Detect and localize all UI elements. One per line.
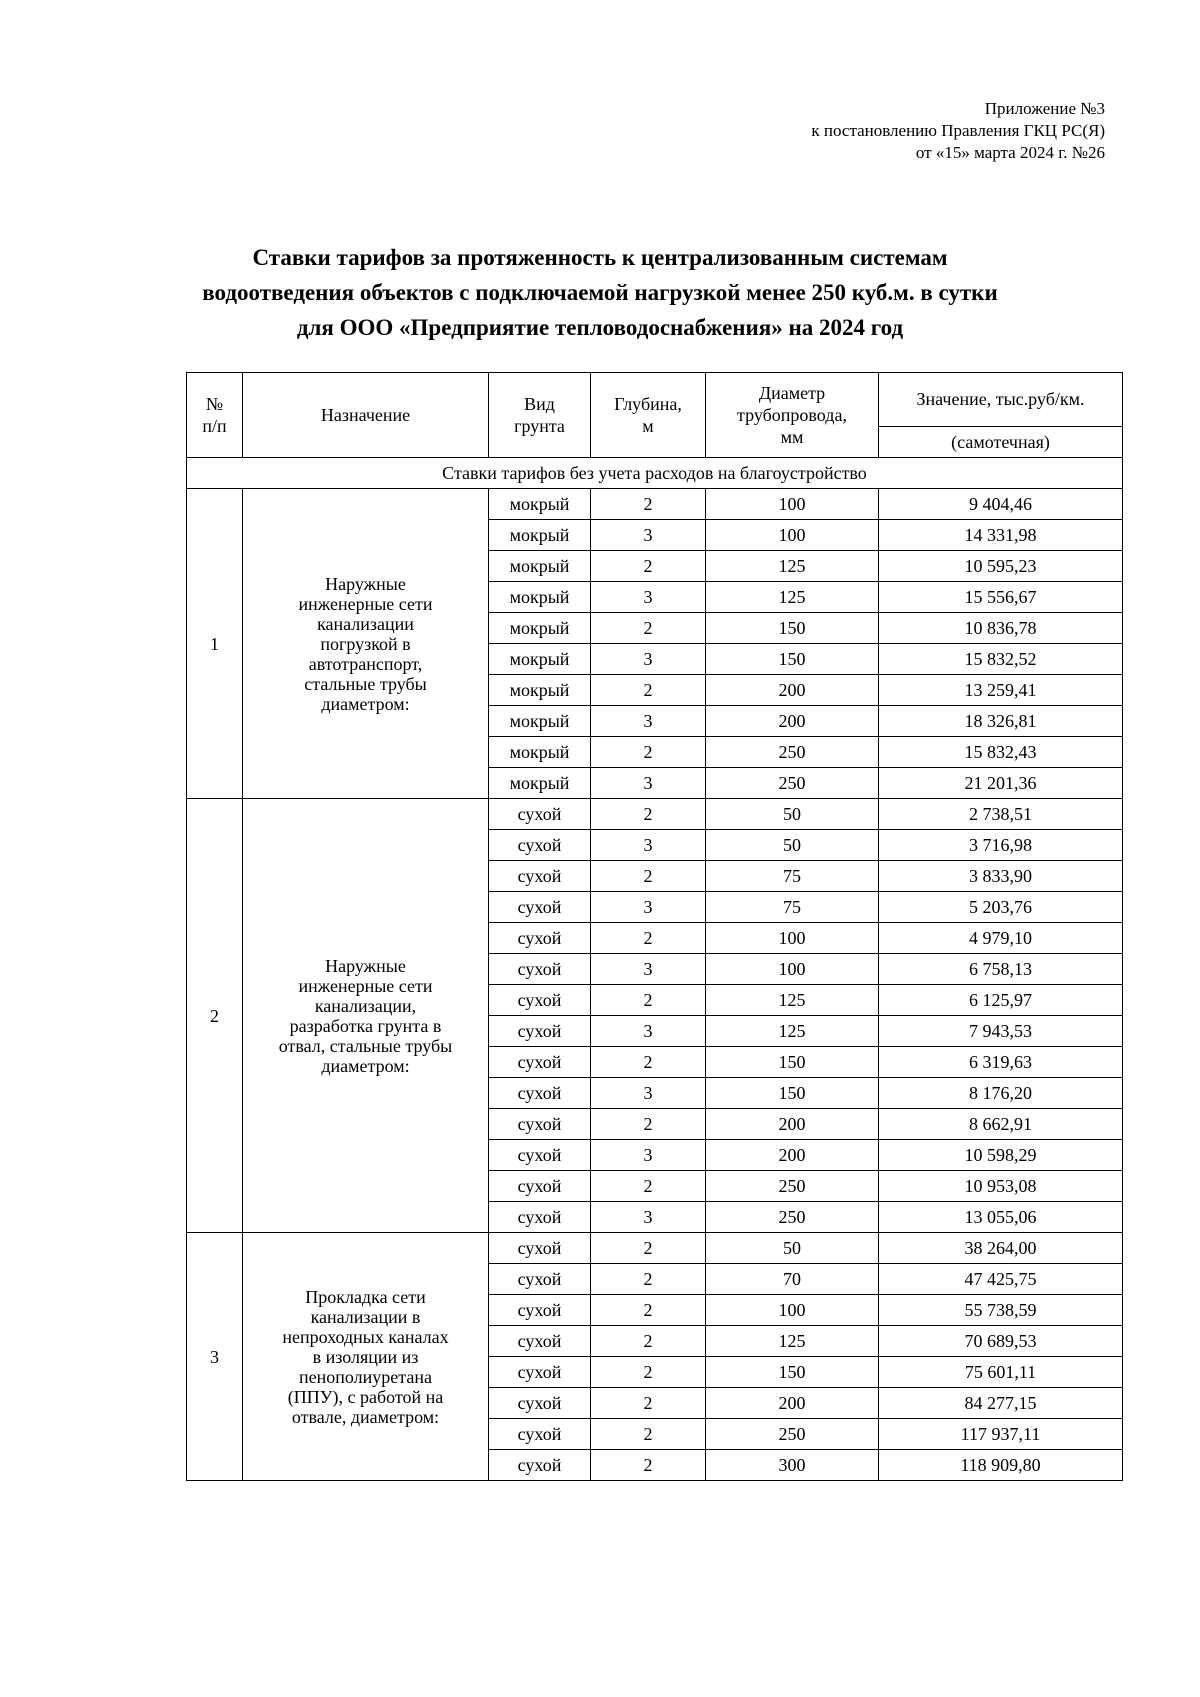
item-description-line: канализации, — [314, 995, 417, 1016]
cell-depth: 3 — [591, 1016, 706, 1047]
cell-value: 18 326,81 — [879, 706, 1123, 737]
cell-diameter: 150 — [706, 613, 879, 644]
cell-value: 15 556,67 — [879, 582, 1123, 613]
item-description-line: инженерные сети — [298, 975, 433, 996]
cell-diameter: 100 — [706, 489, 879, 520]
title-line: водоотведения объектов с подключаемой нагрузкой менее 250 куб.м. в сутки — [202, 280, 998, 305]
cell-value: 8 176,20 — [879, 1078, 1123, 1109]
cell-soil: мокрый — [489, 706, 591, 737]
cell-value: 9 404,46 — [879, 489, 1123, 520]
cell-value: 3 716,98 — [879, 830, 1123, 861]
cell-depth: 2 — [591, 985, 706, 1016]
cell-value: 10 595,23 — [879, 551, 1123, 582]
appendix-number: Приложение №3 — [984, 99, 1105, 118]
cell-value: 15 832,43 — [879, 737, 1123, 768]
cell-diameter: 100 — [706, 954, 879, 985]
cell-depth: 3 — [591, 830, 706, 861]
section-caption: Ставки тарифов без учета расходов на благоустройство — [187, 458, 1123, 489]
cell-value: 15 832,52 — [879, 644, 1123, 675]
cell-soil: сухой — [489, 1016, 591, 1047]
cell-diameter: 100 — [706, 923, 879, 954]
cell-diameter: 50 — [706, 830, 879, 861]
cell-soil: мокрый — [489, 644, 591, 675]
cell-soil: мокрый — [489, 551, 591, 582]
cell-diameter: 100 — [706, 1295, 879, 1326]
title-line: для ООО «Предприятие тепловодоснабжения» на 2024 год — [296, 315, 904, 340]
cell-value: 38 264,00 — [879, 1233, 1123, 1264]
title-line: Ставки тарифов за протяженность к централизованным системам — [252, 245, 948, 270]
cell-soil: сухой — [489, 954, 591, 985]
cell-diameter: 150 — [706, 1357, 879, 1388]
cell-value: 14 331,98 — [879, 520, 1123, 551]
cell-diameter: 100 — [706, 520, 879, 551]
item-description-line: Прокладка сети — [305, 1286, 426, 1307]
cell-soil: сухой — [489, 923, 591, 954]
cell-soil: сухой — [489, 861, 591, 892]
cell-soil: сухой — [489, 1388, 591, 1419]
cell-value: 117 937,11 — [879, 1419, 1123, 1450]
item-description-line: отвале, диаметром: — [291, 1406, 440, 1427]
cell-value: 70 689,53 — [879, 1326, 1123, 1357]
cell-value: 10 836,78 — [879, 613, 1123, 644]
cell-diameter: 250 — [706, 1419, 879, 1450]
cell-diameter: 250 — [706, 768, 879, 799]
item-description — [243, 1233, 489, 1481]
table-row — [187, 489, 1123, 520]
cell-value: 75 601,11 — [879, 1357, 1123, 1388]
cell-diameter: 125 — [706, 1326, 879, 1357]
item-description — [243, 799, 489, 1233]
cell-diameter: 200 — [706, 1109, 879, 1140]
cell-diameter: 150 — [706, 1078, 879, 1109]
header-diameter-line: Диаметр — [758, 383, 826, 403]
cell-diameter: 300 — [706, 1450, 879, 1481]
appendix-resolution: к постановлению Правления ГКЦ РС(Я) — [811, 121, 1105, 140]
cell-depth: 2 — [591, 799, 706, 830]
cell-diameter: 75 — [706, 892, 879, 923]
cell-soil: сухой — [489, 799, 591, 830]
cell-depth: 3 — [591, 520, 706, 551]
cell-soil: сухой — [489, 1326, 591, 1357]
cell-depth: 2 — [591, 551, 706, 582]
cell-depth: 3 — [591, 892, 706, 923]
cell-depth: 2 — [591, 675, 706, 706]
header-diameter — [706, 373, 879, 458]
item-description-line: автотранспорт, — [308, 653, 423, 674]
item-description-line: диаметром: — [321, 693, 410, 714]
cell-value: 55 738,59 — [879, 1295, 1123, 1326]
appendix-date: от «15» марта 2024 г. №26 — [915, 143, 1105, 162]
cell-depth: 2 — [591, 1233, 706, 1264]
item-number: 3 — [187, 1233, 243, 1481]
item-description-line: диаметром: — [321, 1055, 410, 1076]
cell-depth: 3 — [591, 768, 706, 799]
cell-soil: сухой — [489, 1295, 591, 1326]
item-description-line: инженерные сети — [298, 593, 433, 614]
cell-value: 2 738,51 — [879, 799, 1123, 830]
item-description-line: в изоляции из — [312, 1346, 419, 1367]
cell-depth: 2 — [591, 1357, 706, 1388]
table-row — [187, 799, 1123, 830]
cell-depth: 2 — [591, 1264, 706, 1295]
cell-depth: 2 — [591, 1047, 706, 1078]
cell-diameter: 75 — [706, 861, 879, 892]
item-description-line: отвал, стальные трубы — [278, 1035, 453, 1056]
cell-depth: 2 — [591, 1419, 706, 1450]
cell-soil: мокрый — [489, 675, 591, 706]
header-purpose: Назначение — [243, 373, 489, 458]
cell-diameter: 125 — [706, 551, 879, 582]
cell-diameter: 125 — [706, 1016, 879, 1047]
cell-value: 6 319,63 — [879, 1047, 1123, 1078]
cell-diameter: 150 — [706, 1047, 879, 1078]
cell-depth: 2 — [591, 1171, 706, 1202]
cell-diameter: 250 — [706, 1202, 879, 1233]
cell-soil: мокрый — [489, 737, 591, 768]
appendix-note — [811, 98, 1105, 164]
cell-soil: сухой — [489, 1357, 591, 1388]
cell-depth: 2 — [591, 1326, 706, 1357]
cell-diameter: 250 — [706, 1171, 879, 1202]
cell-soil: сухой — [489, 1109, 591, 1140]
cell-value: 10 598,29 — [879, 1140, 1123, 1171]
cell-value: 6 758,13 — [879, 954, 1123, 985]
header-soil — [489, 373, 591, 458]
cell-soil: сухой — [489, 1419, 591, 1450]
item-description-line: пенополиуретана — [299, 1366, 432, 1387]
cell-diameter: 250 — [706, 737, 879, 768]
cell-value: 13 055,06 — [879, 1202, 1123, 1233]
cell-soil: сухой — [489, 1202, 591, 1233]
cell-soil: сухой — [489, 1047, 591, 1078]
header-value: Значение, тыс.руб/км. — [879, 373, 1123, 427]
cell-diameter: 200 — [706, 706, 879, 737]
cell-soil: мокрый — [489, 520, 591, 551]
item-description-line: Наружные — [325, 573, 406, 594]
tariff-body — [187, 458, 1123, 1481]
cell-diameter: 125 — [706, 985, 879, 1016]
table-row — [187, 1233, 1123, 1264]
item-description-line: канализации — [317, 613, 414, 634]
item-description-line: погрузкой в — [320, 633, 411, 654]
header-depth — [591, 373, 706, 458]
cell-depth: 2 — [591, 1388, 706, 1419]
item-description-line: разработка грунта в — [289, 1015, 442, 1036]
cell-depth: 2 — [591, 613, 706, 644]
cell-soil: сухой — [489, 1264, 591, 1295]
header-depth-line: Глубина, — [614, 394, 682, 414]
cell-value: 21 201,36 — [879, 768, 1123, 799]
header-depth-line: м — [642, 416, 654, 436]
tariff-table — [186, 372, 1123, 1481]
cell-depth: 3 — [591, 1078, 706, 1109]
cell-soil: сухой — [489, 1078, 591, 1109]
item-description-line: непроходных каналах — [282, 1326, 449, 1347]
cell-value: 10 953,08 — [879, 1171, 1123, 1202]
item-description — [243, 489, 489, 799]
item-description-line: (ППУ), с работой на — [287, 1386, 444, 1407]
cell-soil: сухой — [489, 1171, 591, 1202]
cell-value: 4 979,10 — [879, 923, 1123, 954]
cell-soil: мокрый — [489, 768, 591, 799]
item-number: 2 — [187, 799, 243, 1233]
cell-depth: 3 — [591, 1202, 706, 1233]
cell-diameter: 50 — [706, 799, 879, 830]
item-number: 1 — [187, 489, 243, 799]
cell-soil: сухой — [489, 985, 591, 1016]
header-value-sub: (самотечная) — [879, 426, 1123, 457]
item-description-line: канализации в — [310, 1306, 421, 1327]
cell-depth: 2 — [591, 1450, 706, 1481]
cell-soil: сухой — [489, 830, 591, 861]
cell-value: 6 125,97 — [879, 985, 1123, 1016]
cell-diameter: 125 — [706, 582, 879, 613]
cell-value: 47 425,75 — [879, 1264, 1123, 1295]
cell-depth: 3 — [591, 644, 706, 675]
cell-value: 5 203,76 — [879, 892, 1123, 923]
header-soil-line: Вид — [524, 394, 555, 414]
item-description-line: Наружные — [325, 955, 406, 976]
header-diameter-line: мм — [780, 427, 804, 447]
cell-diameter: 200 — [706, 1140, 879, 1171]
cell-value: 84 277,15 — [879, 1388, 1123, 1419]
cell-value: 13 259,41 — [879, 675, 1123, 706]
header-num-line: п/п — [202, 416, 227, 436]
document-title — [150, 240, 1050, 345]
cell-soil: сухой — [489, 1233, 591, 1264]
cell-soil: мокрый — [489, 582, 591, 613]
cell-diameter: 150 — [706, 644, 879, 675]
header-num-line: № — [205, 394, 224, 414]
cell-value: 118 909,80 — [879, 1450, 1123, 1481]
cell-diameter: 200 — [706, 675, 879, 706]
cell-value: 7 943,53 — [879, 1016, 1123, 1047]
cell-depth: 3 — [591, 582, 706, 613]
cell-diameter: 70 — [706, 1264, 879, 1295]
cell-depth: 2 — [591, 923, 706, 954]
cell-value: 3 833,90 — [879, 861, 1123, 892]
cell-depth: 2 — [591, 489, 706, 520]
cell-depth: 2 — [591, 1295, 706, 1326]
item-description-line: стальные трубы — [304, 673, 427, 694]
cell-diameter: 50 — [706, 1233, 879, 1264]
cell-value: 8 662,91 — [879, 1109, 1123, 1140]
header-diameter-line: трубопровода, — [737, 405, 847, 425]
header-soil-line: грунта — [514, 416, 565, 436]
cell-depth: 3 — [591, 1140, 706, 1171]
cell-diameter: 200 — [706, 1388, 879, 1419]
cell-depth: 3 — [591, 954, 706, 985]
cell-depth: 2 — [591, 1109, 706, 1140]
cell-depth: 3 — [591, 706, 706, 737]
cell-soil: мокрый — [489, 613, 591, 644]
cell-soil: сухой — [489, 892, 591, 923]
cell-depth: 2 — [591, 737, 706, 768]
cell-soil: сухой — [489, 1140, 591, 1171]
cell-depth: 2 — [591, 861, 706, 892]
header-num — [187, 373, 243, 458]
cell-soil: сухой — [489, 1450, 591, 1481]
cell-soil: мокрый — [489, 489, 591, 520]
